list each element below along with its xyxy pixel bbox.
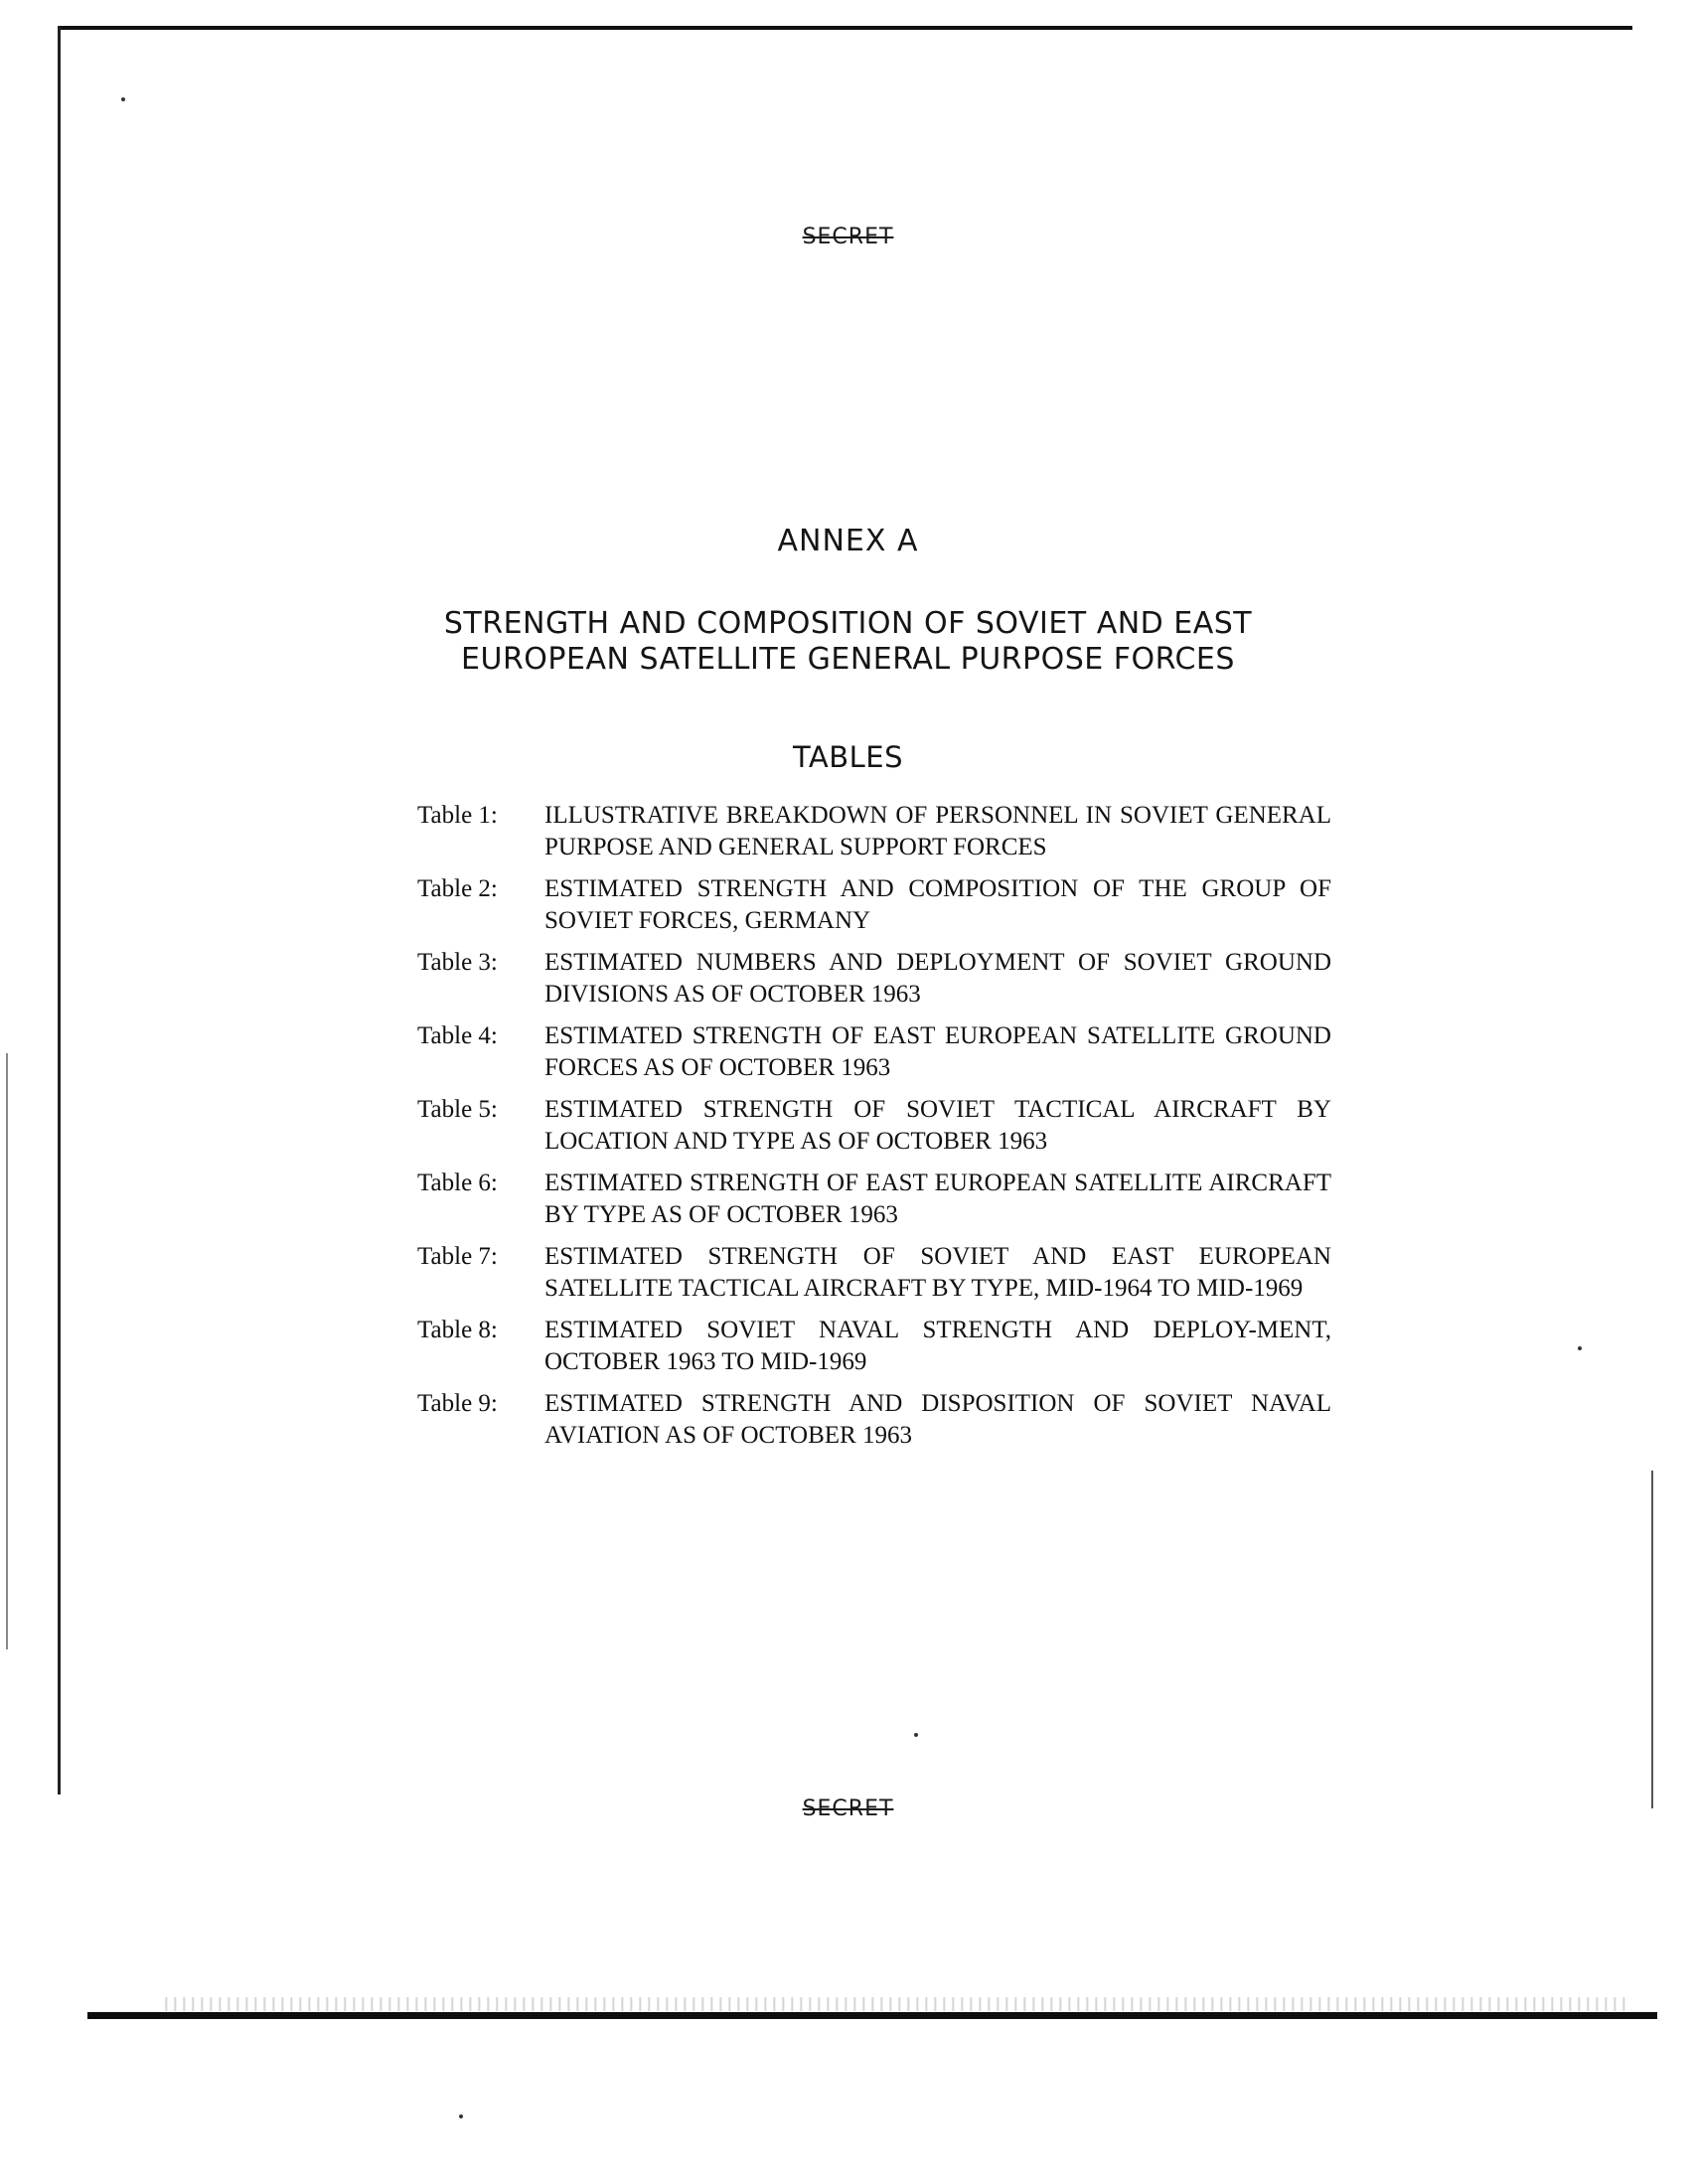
table-title: ESTIMATED STRENGTH OF EAST EUROPEAN SATELLITE GROUND FORCES AS OF OCTOBER 1963 [544,1022,1331,1081]
scan-noise-bottom [159,1997,1629,2011]
table-number: Table 7: [417,1243,498,1270]
annex-title: ANNEX A [777,524,919,558]
table-number: Table 2: [417,875,498,902]
table-title: ESTIMATED SOVIET NAVAL STRENGTH AND DEPLOY-MENT, OCTOBER 1963 TO MID-1969 [544,1317,1331,1375]
annex-subtitle-line-2: EUROPEAN SATELLITE GENERAL PURPOSE FORCES [461,642,1235,677]
table-list-item [417,1020,1331,1084]
table-list-item [417,1388,1331,1452]
scan-border-top [58,26,1632,30]
scan-border-left [58,26,61,1794]
table-title: ESTIMATED NUMBERS AND DEPLOYMENT OF SOVIET GROUND DIVISIONS AS OF OCTOBER 1963 [544,949,1331,1008]
table-number: Table 5: [417,1096,498,1123]
annex-subtitle [0,606,1696,678]
table-list-item [417,1241,1331,1305]
table-title: ESTIMATED STRENGTH AND DISPOSITION OF SOVIET NAVAL AVIATION AS OF OCTOBER 1963 [544,1390,1331,1449]
table-list-item [417,1168,1331,1231]
table-title: ILLUSTRATIVE BREAKDOWN OF PERSONNEL IN SOVIET GENERAL PURPOSE AND GENERAL SUPPORT FORCES [544,802,1331,860]
scan-speck [914,1733,918,1737]
tables-heading: TABLES [792,740,904,774]
table-title: ESTIMATED STRENGTH OF SOVIET TACTICAL AIRCRAFT BY LOCATION AND TYPE AS OF OCTOBER 1963 [544,1096,1331,1155]
table-number: Table 9: [417,1390,498,1417]
table-list-item [417,800,1331,863]
table-number: Table 6: [417,1170,498,1196]
table-number: Table 1: [417,802,498,829]
table-list-item [417,873,1331,937]
table-title: ESTIMATED STRENGTH OF EAST EUROPEAN SATELLITE AIRCRAFT BY TYPE AS OF OCTOBER 1963 [544,1170,1331,1228]
scan-speck [1578,1346,1582,1350]
table-number: Table 8: [417,1317,498,1343]
scan-speck [121,97,125,101]
scan-border-bottom [87,2012,1657,2019]
classification-marking-top: SECRET [802,225,894,249]
table-list-item [417,1094,1331,1158]
table-title: ESTIMATED STRENGTH OF SOVIET AND EAST EUROPEAN SATELLITE TACTICAL AIRCRAFT BY TYPE, MID-1964 TO MID-1969 [544,1243,1331,1302]
table-number: Table 3: [417,949,498,976]
scan-edge-left [6,1053,8,1649]
scan-border-right [1651,1471,1653,1808]
table-number: Table 4: [417,1022,498,1049]
table-list-item [417,1315,1331,1378]
table-list-item [417,947,1331,1011]
classification-marking-bottom: SECRET [802,1796,894,1821]
scan-speck [459,2114,463,2118]
table-title: ESTIMATED STRENGTH AND COMPOSITION OF THE GROUP OF SOVIET FORCES, GERMANY [544,875,1331,934]
table-list [417,800,1331,1462]
annex-subtitle-line-1: STRENGTH AND COMPOSITION OF SOVIET AND EAST [443,606,1253,641]
